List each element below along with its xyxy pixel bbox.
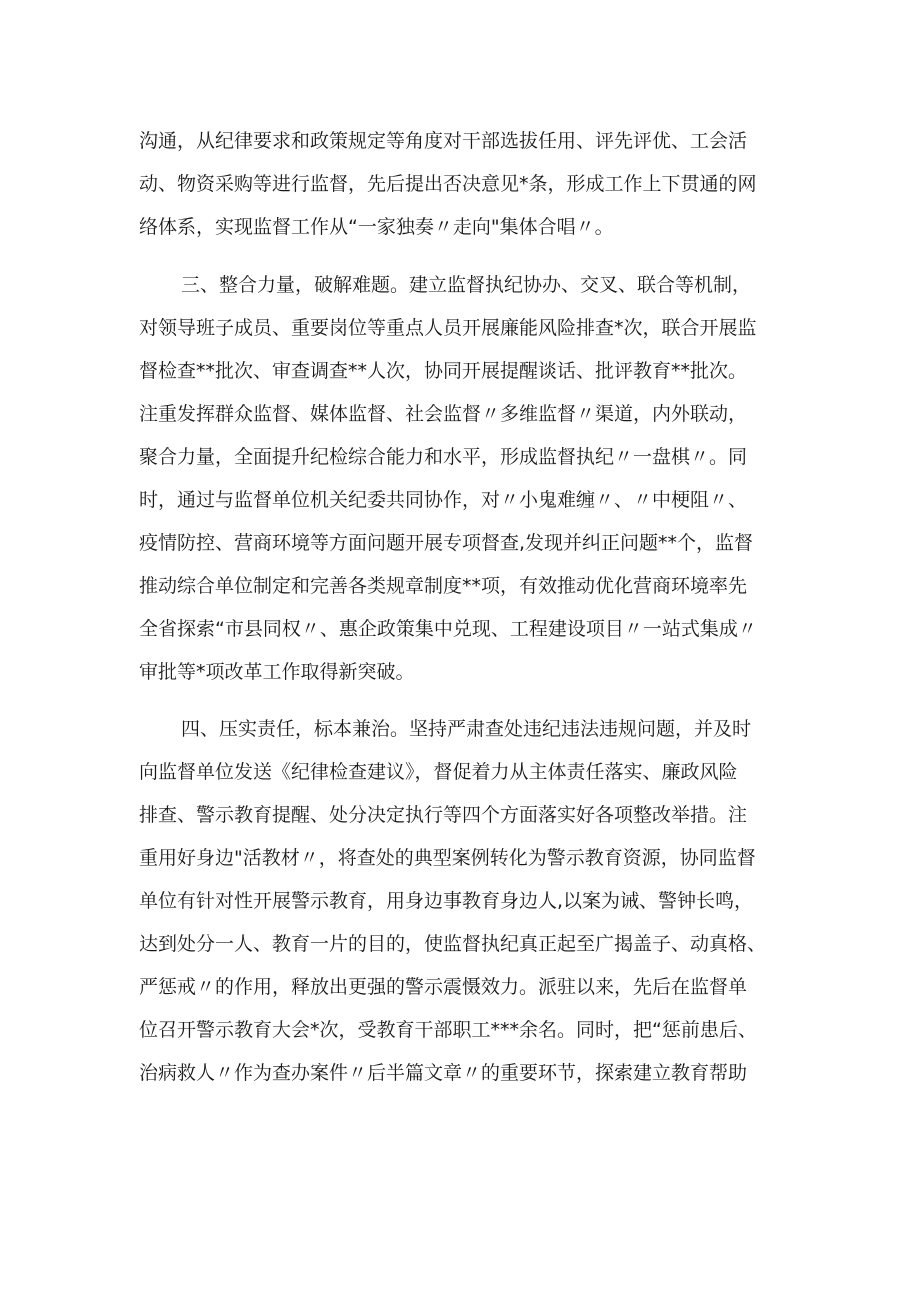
text-line: 时，通过与监督单位机关纪委共同协作，对〃小鬼难缠〃、〃中梗阻〃、 <box>139 489 748 511</box>
text-line: 重用好身边"活教材〃，将查处的典型案例转化为警示教育资源，协同监督 <box>139 847 756 869</box>
text-line: 动、物资采购等进行监督，先后提出否决意见*条，形成工作上下贯通的网 <box>139 173 757 195</box>
text-line: 治病救人〃作为查办案件〃后半篇文章〃的重要环节，探索建立教育帮助 <box>139 1062 748 1084</box>
text-line: 全省探索“市县同权〃、惠企政策集中兑现、工程建设项目〃一站式集成〃 <box>139 618 757 640</box>
text-line: 疫情防控、营商环境等方面问题开展专项督查,发现并纠正问题**个，监督 <box>139 532 754 554</box>
section-four-heading-line: 四、压实责任，标本兼治。坚持严肃查处违纪违法违规问题，并及时 <box>181 718 752 740</box>
text-line: 排查、警示教育提醒、处分决定执行等四个方面落实好各项整改举措。注 <box>139 804 748 826</box>
text-line: 沟通，从纪律要求和政策规定等角度对干部选拔任用、评先评优、工会活 <box>139 130 748 152</box>
text-line: 向监督单位发送《纪律检查建议》，督促着力从主体责任落实、廉政风险 <box>139 761 738 783</box>
text-line: 注重发挥群众监督、媒体监督、社会监督〃多维监督〃渠道，内外联动， <box>139 403 748 425</box>
text-line: 聚合力量，全面提升纪检综合能力和水平，形成监督执纪〃一盘棋〃。同 <box>139 446 748 468</box>
text-line: 单位有针对性开展警示教育，用身边事教育身边人,以案为诫、警钟长鸣， <box>139 890 754 912</box>
text-line: 达到处分一人、教育一片的目的，使监督执纪真正起至广揭盖子、动真格、 <box>139 933 767 955</box>
text-line: 络体系，实现监督工作从“一家独奏〃走向"集体合唱〃。 <box>139 216 614 238</box>
text-line: 督检查**批次、审查调查**人次，协同开展提醒谈话、批评教育**批次。 <box>139 360 748 382</box>
section-three-heading-line: 三、整合力量，破解难题。建立监督执纪协办、交叉、联合等机制， <box>181 274 752 296</box>
text-line: 严惩戒〃的作用，释放出更强的警示震慑效力。派驻以来，先后在监督单 <box>139 976 748 998</box>
text-line: 审批等*项改革工作取得新突破。 <box>139 661 415 683</box>
text-line: 位召开警示教育大会*次，受教育干部职工***余名。同时，把“惩前患后、 <box>139 1019 757 1041</box>
text-line: 推动综合单位制定和完善各类规章制度**项，有效推动优化营商环境率先 <box>139 575 748 597</box>
text-line: 对领导班子成员、重要岗位等重点人员开展廉能风险排查*次，联合开展监 <box>139 317 757 339</box>
